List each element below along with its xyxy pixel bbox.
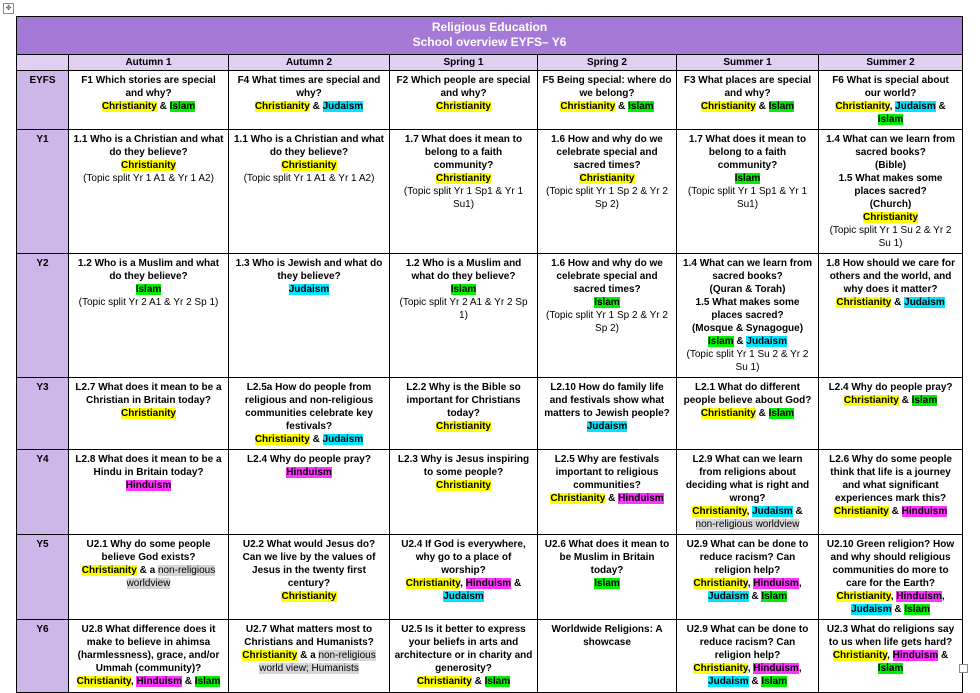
unit-line	[681, 662, 814, 688]
unit-line	[823, 224, 958, 250]
religion-hinduism: Hinduism	[125, 480, 172, 491]
religion-christianity: Christianity	[435, 421, 491, 432]
connector-text: &	[309, 434, 323, 445]
unit-line	[542, 309, 672, 335]
unit-cell	[538, 535, 677, 620]
religion-judaism: Judaism	[746, 336, 787, 347]
religion-christianity: Christianity	[579, 173, 635, 184]
year-label: Y5	[17, 535, 69, 620]
religion-islam: Islam	[628, 101, 654, 112]
connector-text: & a	[136, 565, 158, 576]
religion-christianity: Christianity	[693, 578, 748, 589]
unit-question: L2.4 Why do people pray?	[828, 382, 953, 393]
unit-line	[681, 335, 814, 348]
unit-cell	[819, 378, 963, 450]
religion-islam: Islam	[594, 297, 620, 308]
religion-christianity: Christianity	[120, 408, 176, 419]
unit-question: 1.7 What does it mean to belong to a faith community?	[404, 134, 523, 171]
religion-christianity: Christianity	[700, 408, 756, 419]
unit-cell	[229, 620, 390, 693]
table-row-y4	[17, 450, 963, 535]
unit-question: U2.9 What can be done to reduce racism? Can religion help?	[686, 539, 809, 576]
religion-christianity: Christianity	[101, 101, 157, 112]
unit-question: 1.4 What can we learn from sacred books?	[826, 134, 955, 158]
religion-hinduism: Hinduism	[753, 578, 799, 589]
religion-judaism: Judaism	[322, 101, 364, 112]
unit-line	[233, 100, 385, 113]
religion-islam: Islam	[135, 284, 162, 295]
unit-line	[394, 577, 533, 603]
unit-cell	[229, 535, 390, 620]
table-row-y1	[17, 130, 963, 254]
connector-text: &	[615, 101, 629, 112]
religion-judaism: Judaism	[322, 434, 364, 445]
religion-christianity: Christianity	[435, 101, 491, 112]
unit-question: L2.4 Why do people pray?	[247, 454, 371, 465]
unit-question: U2.1 Why do some people believe God exists?	[86, 539, 211, 563]
unit-line	[823, 172, 958, 198]
religion-islam: Islam	[761, 591, 787, 602]
unit-line	[542, 492, 672, 505]
note-text: (Topic split Yr 1 Sp 2 & Yr 2 Sp 2)	[546, 310, 668, 334]
unit-question: U2.2 What would Jesus do? Can we live by the values of Jesus in the twenty first century?	[242, 539, 376, 589]
unit-line	[823, 590, 958, 616]
connector-text: &	[309, 101, 323, 112]
connector-text: &	[748, 676, 762, 687]
unit-cell	[229, 450, 390, 535]
unit-line	[394, 100, 533, 113]
religion-hinduism: Hinduism	[465, 578, 512, 589]
connector-text: &	[935, 101, 946, 112]
religion-christianity: Christianity	[700, 101, 756, 112]
religion-christianity: Christianity	[560, 101, 616, 112]
religion-islam: Islam	[761, 676, 787, 687]
unit-question: L2.8 What does it mean to be a Hindu in Britain today?	[75, 454, 222, 478]
unit-line	[823, 211, 958, 224]
religion-judaism: Judaism	[708, 676, 749, 687]
unit-line	[823, 505, 958, 518]
religion-islam: Islam	[194, 676, 221, 687]
note-text: non-religious worldview	[695, 519, 800, 530]
religion-islam: Islam	[594, 578, 620, 589]
unit-question: L2.5a How do people from religious and non-religious communities celebrate key festivals?	[244, 382, 374, 432]
religion-christianity: Christianity	[405, 578, 461, 589]
unit-cell	[229, 71, 390, 130]
religion-christianity: Christianity	[833, 506, 889, 517]
unit-line	[73, 479, 224, 492]
unit-question: 1.6 How and why do we celebrate special and sacred times?	[551, 134, 663, 171]
table-row-y2	[17, 254, 963, 378]
religion-islam: Islam	[450, 284, 477, 295]
religion-christianity: Christianity	[435, 480, 491, 491]
unit-line	[681, 172, 814, 185]
unit-cell	[69, 378, 229, 450]
year-label: EYFS	[17, 71, 69, 130]
unit-question: L2.5 Why are festivals important to religious communities?	[554, 454, 660, 491]
unit-line	[73, 172, 224, 185]
unit-question: F4 What times are special and why?	[237, 75, 381, 99]
religion-christianity: Christianity	[416, 676, 472, 687]
header-summer-1: Summer 1	[677, 55, 819, 71]
unit-line	[233, 159, 385, 172]
unit-cell	[538, 71, 677, 130]
connector-text: &	[891, 297, 905, 308]
religion-islam: Islam	[169, 101, 196, 112]
religion-judaism: Judaism	[752, 506, 793, 517]
note-text: (Topic split Yr 1 Su 2 & Yr 2 Su 1)	[686, 349, 809, 373]
year-label: Y3	[17, 378, 69, 450]
header-spring-2: Spring 2	[538, 55, 677, 71]
religion-islam: Islam	[911, 395, 938, 406]
religion-christianity: Christianity	[435, 173, 491, 184]
unit-line	[681, 348, 814, 374]
table-row-y5	[17, 535, 963, 620]
religion-hinduism: Hinduism	[136, 676, 183, 687]
title-line-2: School overview EYFS– Y6	[412, 35, 567, 49]
religion-islam: Islam	[877, 663, 904, 674]
year-label: Y1	[17, 130, 69, 254]
religion-judaism: Judaism	[443, 591, 484, 602]
unit-cell	[819, 130, 963, 254]
note-text: (Topic split Yr 1 Sp1 & Yr 1 Su1)	[687, 186, 808, 210]
unit-question: Worldwide Religions: A showcase	[551, 624, 663, 648]
unit-question: 1.7 What does it mean to belong to a faith community?	[688, 134, 807, 171]
unit-line	[542, 420, 672, 433]
unit-line	[681, 283, 814, 296]
unit-cell	[819, 71, 963, 130]
religion-islam: Islam	[768, 408, 795, 419]
connector-text: ,	[798, 578, 802, 589]
unit-line	[233, 466, 385, 479]
unit-cell	[538, 620, 677, 693]
religion-islam: Islam	[904, 604, 930, 615]
connector-text: &	[182, 676, 195, 687]
unit-question: 1.1 Who is a Christian and what do they believe?	[73, 134, 224, 158]
table-resize-handle-icon[interactable]	[959, 664, 968, 673]
religion-hinduism: Hinduism	[901, 506, 948, 517]
header-row	[17, 55, 963, 71]
unit-line	[823, 649, 958, 675]
religion-islam: Islam	[877, 114, 904, 125]
unit-cell	[677, 535, 819, 620]
year-label: Y2	[17, 254, 69, 378]
religion-christianity: Christianity	[863, 212, 919, 223]
unit-question: L2.7 What does it mean to be a Christian in Britain today?	[75, 382, 222, 406]
religion-christianity: Christianity	[242, 650, 298, 661]
unit-cell	[69, 130, 229, 254]
year-label: Y4	[17, 450, 69, 535]
connector-text: (Mosque & Synagogue)	[691, 323, 804, 334]
religion-judaism: Judaism	[586, 421, 628, 432]
unit-question: F3 What places are special and why?	[683, 75, 812, 99]
header-corner	[17, 55, 69, 71]
unit-cell	[69, 620, 229, 693]
religion-hinduism: Hinduism	[618, 493, 664, 504]
unit-cell	[390, 254, 538, 378]
unit-line	[394, 420, 533, 433]
unit-question: L2.6 Why do some people think that life is a journey and what significant experiences mark this?	[829, 454, 952, 504]
religion-judaism: Judaism	[851, 604, 892, 615]
unit-cell	[538, 254, 677, 378]
religion-hinduism: Hinduism	[753, 663, 799, 674]
connector-text: 1.5 What makes some places sacred?	[838, 173, 943, 197]
unit-question: F1 Which stories are special and why?	[81, 75, 216, 99]
header-summer-2: Summer 2	[819, 55, 963, 71]
unit-line	[542, 185, 672, 211]
unit-cell	[69, 71, 229, 130]
note-text: (Topic split Yr 1 A1 & Yr 1 A2)	[83, 173, 214, 184]
connector-text: (Quran & Torah)	[709, 284, 786, 295]
unit-cell	[538, 130, 677, 254]
unit-question: L2.3 Why is Jesus inspiring to some people?	[397, 454, 530, 478]
religion-christianity: Christianity	[281, 160, 337, 171]
header-autumn-1: Autumn 1	[69, 55, 229, 71]
unit-question: U2.9 What can be done to reduce racism? Can religion help?	[686, 624, 809, 661]
unit-cell	[677, 254, 819, 378]
note-text: non-religious worldview	[126, 565, 216, 589]
connector-text: (Bible)	[874, 160, 907, 171]
unit-cell	[229, 254, 390, 378]
religion-christianity: Christianity	[254, 434, 310, 445]
connector-text: &	[888, 506, 902, 517]
connector-text: &	[471, 676, 485, 687]
religion-islam: Islam	[708, 336, 734, 347]
connector-text: ,	[460, 578, 466, 589]
connector-text: &	[938, 650, 949, 661]
unit-line	[394, 283, 533, 296]
connector-text: 1.5 What makes some places sacred?	[695, 297, 800, 321]
unit-question: 1.3 Who is Jewish and what do they believe?	[235, 258, 383, 282]
religion-islam: Islam	[734, 173, 761, 184]
unit-question: U2.6 What does it mean to be Muslim in Britain today?	[544, 539, 670, 576]
unit-cell	[390, 378, 538, 450]
unit-cell	[69, 450, 229, 535]
unit-cell	[229, 130, 390, 254]
unit-question: U2.4 If God is everywhere, why go to a place of worship?	[401, 539, 526, 576]
unit-cell	[390, 450, 538, 535]
religion-christianity: Christianity	[76, 676, 131, 687]
religion-christianity: Christianity	[81, 565, 137, 576]
connector-text: &	[733, 336, 747, 347]
unit-line	[681, 505, 814, 531]
religion-islam: Islam	[768, 101, 795, 112]
religion-judaism: Judaism	[708, 591, 749, 602]
unit-cell	[390, 535, 538, 620]
unit-question: U2.7 What matters most to Christians and Humanists?	[244, 624, 374, 648]
religion-judaism: Judaism	[895, 101, 936, 112]
connector-text: (Church)	[869, 199, 912, 210]
unit-cell	[819, 254, 963, 378]
unit-cell	[390, 130, 538, 254]
unit-cell	[819, 535, 963, 620]
connector-text: ,	[941, 591, 945, 602]
table-row-eyfs	[17, 71, 963, 130]
unit-line	[394, 296, 533, 322]
religion-christianity: Christianity	[693, 663, 748, 674]
connector-text: ,	[130, 676, 137, 687]
connector-text: & a	[297, 650, 319, 661]
unit-line	[73, 407, 224, 420]
unit-line	[823, 159, 958, 172]
unit-cell	[677, 378, 819, 450]
unit-question: L2.2 Why is the Bible so important for Christians today?	[406, 382, 521, 419]
note-text: (Topic split Yr 2 A1 & Yr 2 Sp 1)	[399, 297, 528, 321]
connector-text: &	[898, 395, 912, 406]
religion-christianity: Christianity	[120, 160, 176, 171]
unit-cell	[677, 71, 819, 130]
unit-question: F2 Which people are special and why?	[396, 75, 531, 99]
note-text: (Topic split Yr 1 Su 2 & Yr 2 Su 1)	[829, 225, 952, 249]
religion-hinduism: Hinduism	[896, 591, 942, 602]
note-text: (Topic split Yr 2 A1 & Yr 2 Sp 1)	[78, 297, 219, 308]
unit-line	[542, 172, 672, 185]
connector-text: &	[511, 578, 522, 589]
unit-question: 1.4 What can we learn from sacred books?	[683, 258, 812, 282]
religion-judaism: Judaism	[904, 297, 945, 308]
connector-text: &	[605, 493, 619, 504]
unit-question: 1.2 Who is a Muslim and what do they believe?	[77, 258, 220, 282]
unit-line	[823, 100, 958, 126]
connector-text: ,	[747, 578, 754, 589]
unit-line	[73, 296, 224, 309]
religion-judaism: Judaism	[288, 284, 330, 295]
religion-islam: Islam	[484, 676, 511, 687]
religion-christianity: Christianity	[836, 297, 892, 308]
unit-question: F5 Being special: where do we belong?	[542, 75, 672, 99]
religion-christianity: Christianity	[281, 591, 337, 602]
unit-cell	[229, 378, 390, 450]
unit-line	[681, 185, 814, 211]
unit-line	[823, 198, 958, 211]
unit-question: L2.10 How do family life and festivals show what matters to Jewish people?	[544, 382, 670, 419]
unit-line	[394, 172, 533, 185]
unit-line	[73, 675, 224, 688]
unit-line	[681, 100, 814, 113]
connector-text: ,	[798, 663, 802, 674]
unit-line	[823, 394, 958, 407]
religion-christianity: Christianity	[832, 650, 888, 661]
unit-cell	[390, 620, 538, 693]
religion-christianity: Christianity	[550, 493, 606, 504]
note-text: non-religious world view; Humanists	[259, 650, 376, 674]
unit-line	[73, 564, 224, 590]
connector-text: ,	[887, 650, 893, 661]
unit-question: 1.1 Who is a Christian and what do they believe?	[233, 134, 385, 158]
unit-cell	[677, 620, 819, 693]
note-text: (Topic split Yr 1 Sp 2 & Yr 2 Sp 2)	[546, 186, 668, 210]
unit-question: 1.2 Who is a Muslim and what do they believe?	[405, 258, 522, 282]
unit-line	[73, 100, 224, 113]
unit-line	[233, 590, 385, 603]
unit-line	[233, 433, 385, 446]
header-autumn-2: Autumn 2	[229, 55, 390, 71]
unit-cell	[819, 450, 963, 535]
religion-christianity: Christianity	[843, 395, 899, 406]
religion-christianity: Christianity	[836, 591, 891, 602]
unit-line	[542, 577, 672, 590]
unit-question: F6 What is special about our world?	[832, 75, 949, 99]
year-label: Y6	[17, 620, 69, 693]
unit-cell	[390, 71, 538, 130]
unit-line	[394, 675, 533, 688]
unit-line	[542, 100, 672, 113]
table-title	[17, 17, 963, 55]
unit-question: U2.3 What do religions say to us when life gets hard?	[826, 624, 955, 648]
unit-question: L2.1 What do different people believe about God?	[683, 382, 812, 406]
religion-hinduism: Hinduism	[286, 467, 332, 478]
unit-line	[394, 185, 533, 211]
unit-question: 1.8 How should we care for others and the world, and why does it matter?	[826, 258, 955, 295]
connector-text: ,	[747, 663, 754, 674]
religion-christianity: Christianity	[835, 101, 890, 112]
unit-question: 1.6 How and why do we celebrate special and sacred times?	[551, 258, 663, 295]
connector-text: &	[792, 506, 803, 517]
connector-text: &	[891, 604, 905, 615]
unit-line	[681, 577, 814, 603]
re-overview-table	[16, 16, 963, 693]
connector-text: ,	[746, 506, 753, 517]
unit-cell	[69, 535, 229, 620]
unit-cell	[69, 254, 229, 378]
unit-cell	[677, 130, 819, 254]
connector-text: ,	[889, 101, 896, 112]
table-move-handle-icon[interactable]: ✥	[3, 3, 14, 14]
header-spring-1: Spring 1	[390, 55, 538, 71]
unit-cell	[819, 620, 963, 693]
unit-line	[233, 283, 385, 296]
unit-question: U2.5 Is it better to express your beliefs in arts and architecture or in charity and generosity?	[394, 624, 533, 674]
unit-question: U2.10 Green religion? How and why should religious communities do more to care for the Earth?	[826, 539, 955, 589]
unit-line	[542, 296, 672, 309]
unit-line	[233, 649, 385, 675]
unit-line	[394, 479, 533, 492]
connector-text: &	[755, 101, 769, 112]
unit-line	[233, 172, 385, 185]
connector-text: ,	[890, 591, 897, 602]
unit-line	[681, 322, 814, 335]
unit-line	[73, 159, 224, 172]
unit-question: L2.9 What can we learn from religions about deciding what is right and wrong?	[685, 454, 810, 504]
connector-text: &	[156, 101, 170, 112]
table-row-y6	[17, 620, 963, 693]
unit-cell	[677, 450, 819, 535]
religion-christianity: Christianity	[254, 101, 310, 112]
table-body	[17, 71, 963, 693]
religion-christianity: Christianity	[692, 506, 747, 517]
unit-line	[681, 296, 814, 322]
table-row-y3	[17, 378, 963, 450]
unit-line	[681, 407, 814, 420]
unit-cell	[538, 450, 677, 535]
connector-text: &	[748, 591, 762, 602]
unit-line	[73, 283, 224, 296]
unit-question: U2.8 What difference does it make to believe in ahimsa (harmlessness), grace, and/or Ummah (community)?	[77, 624, 220, 674]
title-line-1: Religious Education	[431, 20, 548, 34]
unit-line	[823, 296, 958, 309]
note-text: (Topic split Yr 1 A1 & Yr 1 A2)	[243, 173, 375, 184]
unit-cell	[538, 378, 677, 450]
religion-hinduism: Hinduism	[892, 650, 939, 661]
connector-text: &	[755, 408, 769, 419]
note-text: (Topic split Yr 1 Sp1 & Yr 1 Su1)	[403, 186, 524, 210]
